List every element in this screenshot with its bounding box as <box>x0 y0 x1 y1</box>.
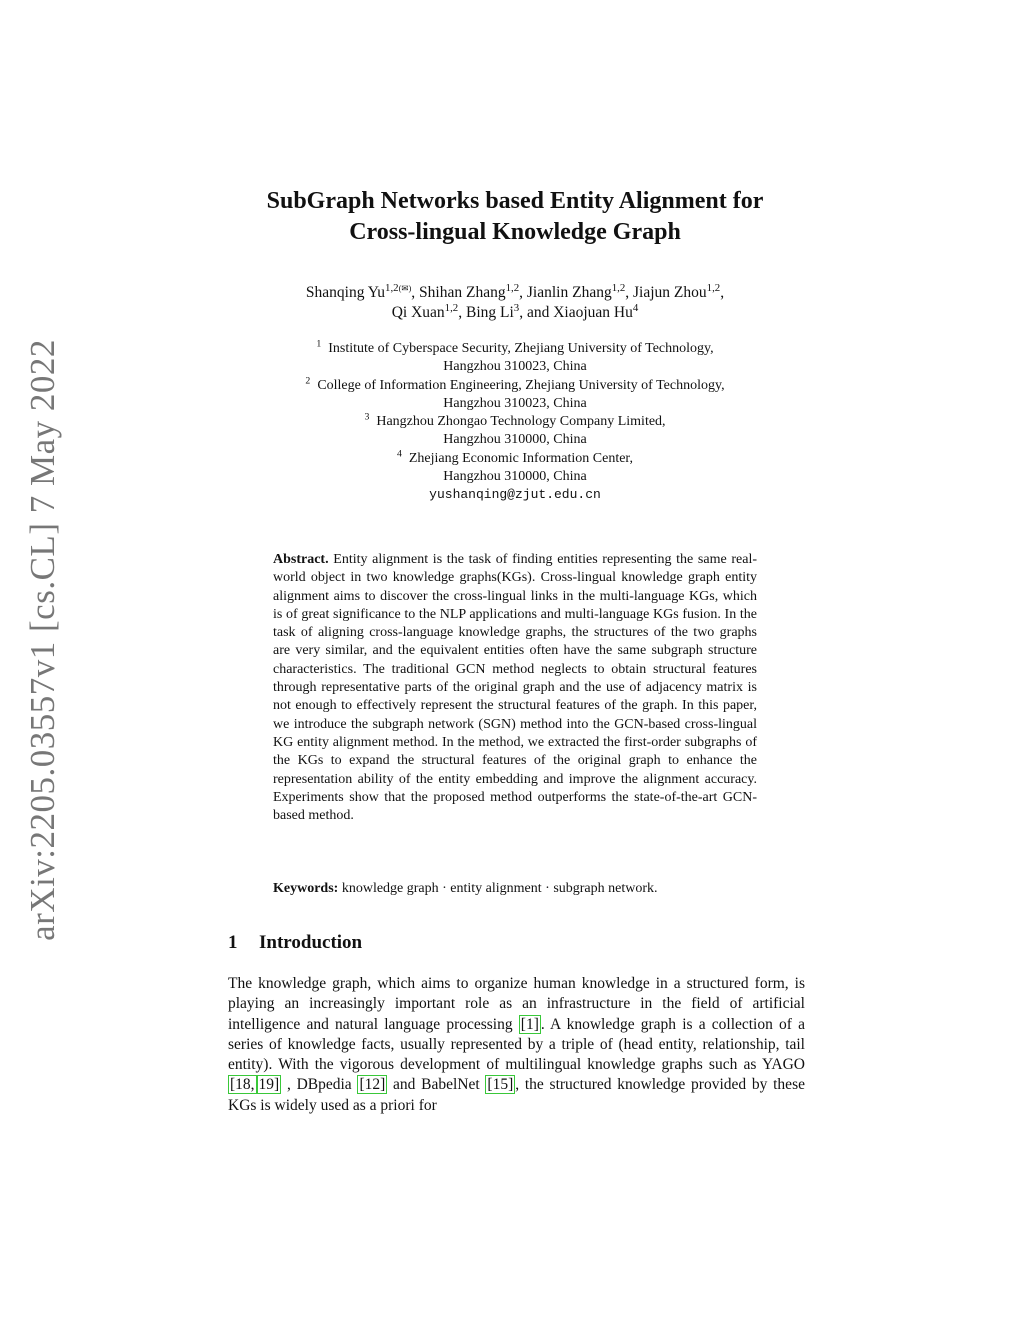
citation-link[interactable]: [18, <box>230 1076 255 1094</box>
author-line-1: Shanqing $Yu^{1,2(✉)}$, Shihan Zhang$^{1,2}$, Jianlin Zhang$^{1,2}$, Jiajun Zhou$^{1,2}$, <box>305 281 725 301</box>
author-affiliation-marker: 4 <box>632 301 639 314</box>
section-heading-introduction <box>228 932 362 954</box>
author-name: Shanqing Yu <box>305 284 386 301</box>
author-affiliation-marker: 1,2 <box>611 281 626 294</box>
affiliation-city: Hangzhou 310000, China <box>443 432 587 448</box>
affiliation-line <box>160 340 870 358</box>
introduction-paragraph <box>228 974 805 1116</box>
envelope-icon: (✉) <box>398 282 412 293</box>
affiliation-number: 1 <box>316 338 322 350</box>
title-line-2: Cross-lingual Knowledge Graph <box>349 219 681 245</box>
affiliation-line <box>160 450 870 468</box>
contact-email: yushanqing@zjut.edu.cn <box>429 487 601 503</box>
author-name: Bing Li <box>465 304 514 321</box>
title-line-1: SubGraph Networks based Entity Alignment for <box>266 188 764 214</box>
author-affiliation-marker: 1,2 <box>444 301 459 314</box>
author-affiliation-marker: 1,2 <box>706 281 721 294</box>
affiliation-line <box>160 413 870 431</box>
citation-link[interactable]: [15] <box>487 1076 514 1094</box>
keywords-text: knowledge graph · entity alignment · subgraph network. <box>341 881 658 896</box>
affiliation-name: College of Information Engineering, Zhejiang University of Technology, <box>317 377 725 393</box>
affiliation-city: Hangzhou 310000, China <box>443 469 587 485</box>
body-text: and BabelNet <box>387 1076 486 1094</box>
affiliation-city: Hangzhou 310023, China <box>443 359 587 375</box>
affiliation-number: 3 <box>364 411 370 423</box>
abstract <box>273 551 757 825</box>
citation-link[interactable]: [12] <box>359 1076 386 1094</box>
affiliation-name: Institute of Cyberspace Security, Zhejiang University of Technology, <box>328 341 714 356</box>
author-name: Qi Xuan <box>391 304 445 321</box>
author-name: Xiaojuan Hu <box>553 304 633 321</box>
affiliations <box>160 340 870 505</box>
keywords-label: Keywords: <box>273 881 339 896</box>
abstract-text: Entity alignment is the task of finding entities representing the same real-world object in two knowledge graphs(KGs). Cross-lingual knowledge graph entity alignment aims to discover the cross-lingual links in the multi-language KGs, which is of great significance to the NLP applications and multi-language KGs fusion. In the task of aligning cross-language knowledge graphs, the structures of the two graphs are very similar, and the equivalent entities often have the same subgraph structure characteristics. The traditional GCN method neglects to obtain structural features through representative parts of the original graph and the use of adjacency matrix is not enough to effectively represent the structural features of the graph. In this paper, we introduce the subgraph network (SGN) method into the GCN-based cross-lingual KG entity alignment method. In the method, we extracted the first-order subgraphs of the KGs to expand the structural features of the original graph to enhance the representation ability of the entity embedding and improve the alignment accuracy. Experiments show that the proposed method outperforms the state-of-the-art GCN-based method. <box>273 552 757 824</box>
author-name: Jianlin Zhang <box>526 284 612 301</box>
body-text: The knowledge graph, which aims to organize human knowledge in a structured form, is playing an increasingly important role as an infrastructure in the field of artificial intelligence and natural language processing <box>228 975 805 1033</box>
paper-title <box>160 186 870 248</box>
body-text: , the structured knowledge provided by these KGs is widely used as a priori for <box>228 1076 805 1114</box>
affiliation-line <box>160 374 870 395</box>
section-number: 1 <box>228 932 238 953</box>
affiliation-number: 4 <box>396 448 402 460</box>
author-name: Shihan Zhang <box>419 284 506 301</box>
keywords <box>273 880 757 898</box>
affiliation-number: 2 <box>305 374 311 386</box>
citation-link[interactable]: [1] <box>520 1015 539 1033</box>
citation-link[interactable]: 19] <box>258 1076 280 1094</box>
affiliation-name: Zhejiang Economic Information Center, <box>408 450 634 466</box>
arxiv-identifier: arXiv:2205.03557v1 [cs.CL] 7 May 2022 <box>23 339 62 941</box>
author-affiliation-marker: 1,2 <box>385 281 399 294</box>
body-text: , DBpedia <box>281 1076 358 1094</box>
arxiv-sidebar-stamp <box>16 339 70 941</box>
affiliation-city: Hangzhou 310023, China <box>443 395 587 411</box>
body-text: . A knowledge graph is a collection of a series of knowledge facts, usually represented by a triple of (head entity, relationship, tail entity). With the vigorous development of multilingual knowledge graphs such as YAGO <box>228 1015 805 1074</box>
author-affiliation-marker: 3 <box>513 301 520 314</box>
affiliation-name: Hangzhou Zhongao Technology Company Limited, <box>376 414 666 430</box>
author-affiliation-marker: 1,2 <box>505 281 520 294</box>
author-conjunction: and <box>526 304 550 321</box>
abstract-label: Abstract. <box>273 552 329 567</box>
author-list <box>160 283 870 323</box>
author-line-2: Qi Xuan$^{1,2}$, Bing Li$^3$, and Xiaojuan Hu$^4$ <box>391 301 639 321</box>
author-name: Jiajun Zhou <box>633 284 707 301</box>
section-title: Introduction <box>259 932 363 953</box>
